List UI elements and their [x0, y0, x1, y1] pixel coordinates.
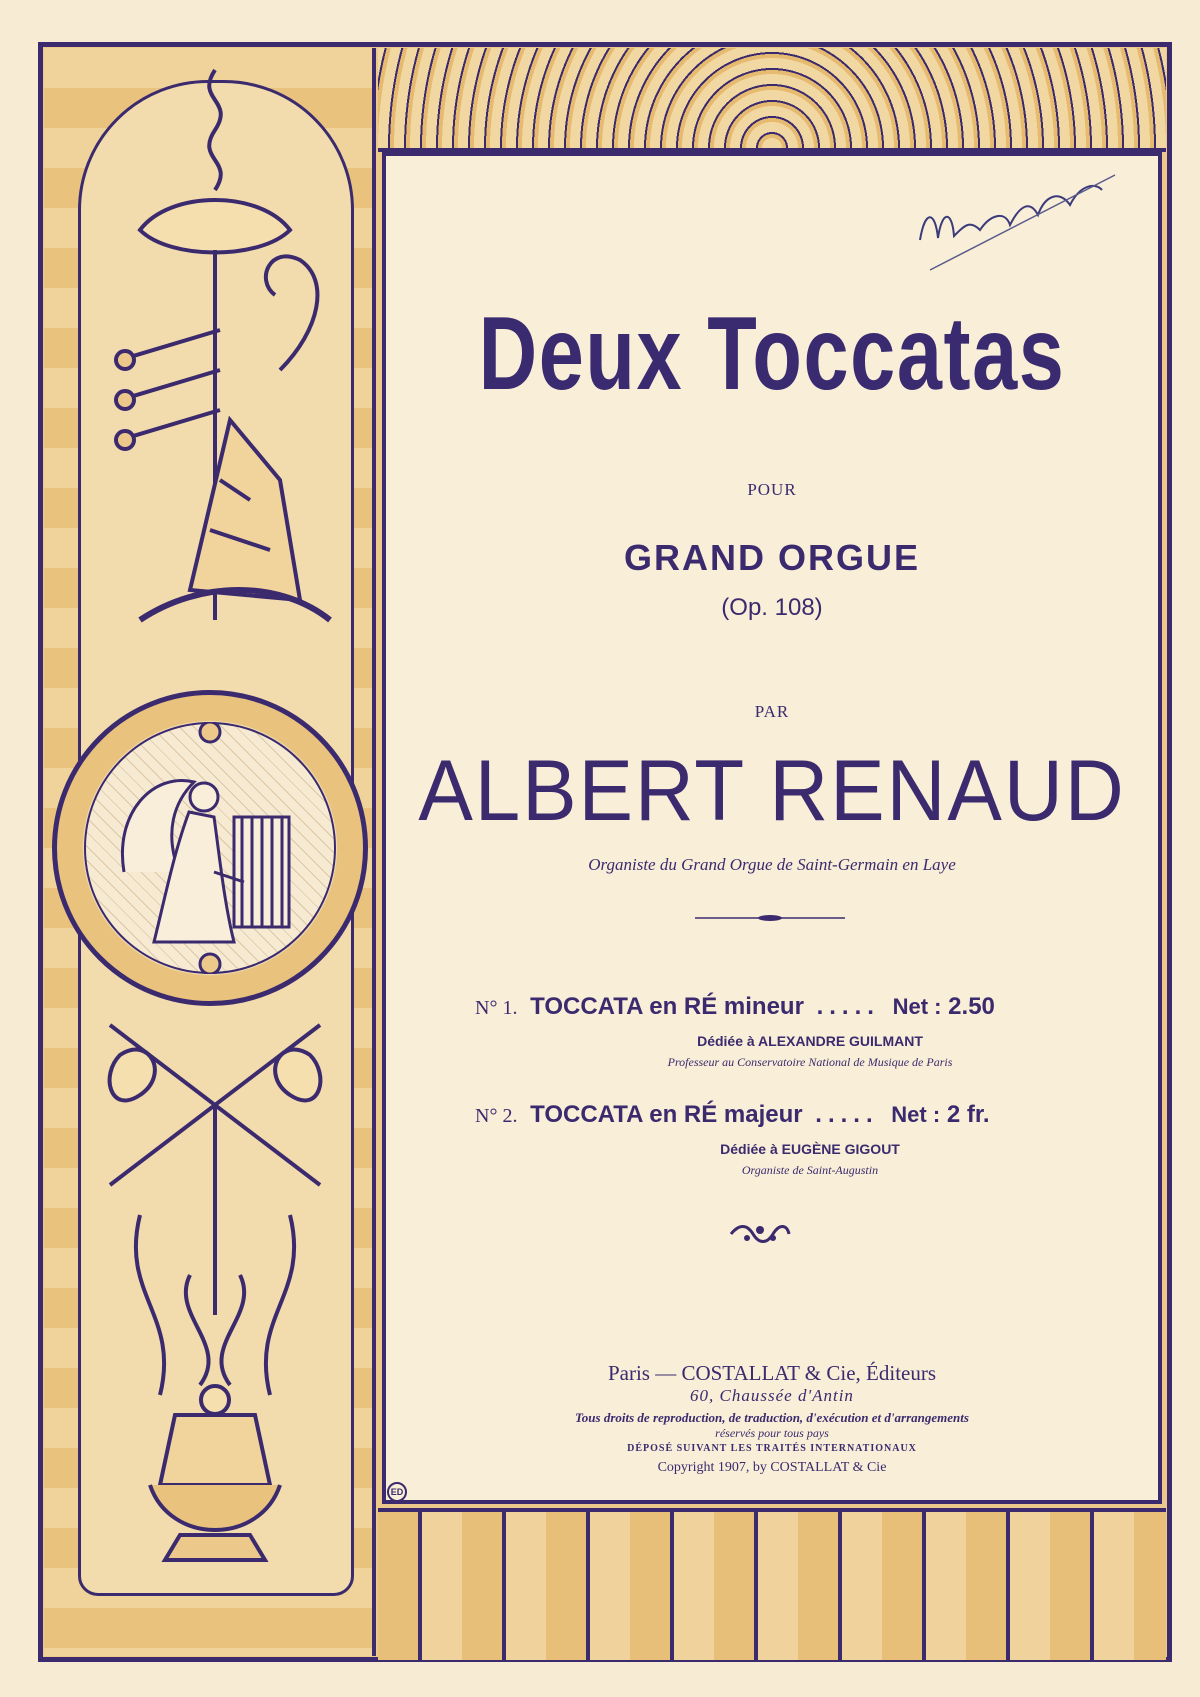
piece-price: 2 fr.	[946, 1101, 990, 1128]
instrument-label: GRAND ORGUE	[623, 537, 920, 578]
piece-entry-1	[475, 993, 1075, 1021]
deposit-notice: DÉPOSÉ SUIVANT LES TRAITÉS INTERNATIONAUX	[627, 1443, 917, 1454]
publisher-line: Paris — COSTALLAT & Cie, Éditeurs	[607, 1361, 937, 1385]
leader-dots: .....	[816, 993, 880, 1020]
lily-censer-icon	[80, 1015, 350, 1575]
net-label: Net :	[892, 994, 942, 1019]
fleuron-icon	[727, 1222, 793, 1246]
piece-price: 2.50	[948, 993, 995, 1020]
bottom-ornament-band	[378, 1508, 1166, 1660]
piece-name: TOCCATA en RÉ majeur	[530, 1101, 803, 1128]
opus-number: (Op. 108)	[721, 594, 823, 621]
piece-dedication: Dédiée à ALEXANDRE GUILMANT	[697, 1033, 923, 1049]
piece-entry-2	[475, 1101, 1075, 1129]
piece-dedication: Dédiée à EUGÈNE GIGOUT	[720, 1141, 900, 1157]
copyright-notice: Copyright 1907, by COSTALLAT & Cie	[657, 1460, 887, 1475]
mitre-crozier-icon	[80, 60, 350, 680]
angel-organ-icon	[84, 722, 336, 974]
piece-number: N° 1.	[475, 997, 518, 1019]
dedicatee-role: Professeur au Conservatoire National de Musique de Paris	[667, 1055, 953, 1069]
composer-name: ALBERT RENAUD	[418, 743, 1126, 839]
dedicatee-role: Organiste de Saint-Augustin	[741, 1163, 879, 1177]
piece-name: TOCCATA en RÉ mineur	[530, 993, 804, 1020]
net-label: Net :	[891, 1102, 941, 1127]
handwritten-signature	[910, 170, 1120, 280]
publisher-address: 60, Chaussée d'Antin	[690, 1386, 854, 1405]
par-label: PAR	[754, 702, 790, 721]
publisher-mark: ED	[387, 1482, 407, 1502]
pour-label: POUR	[747, 480, 797, 499]
divider-ornament	[695, 913, 845, 923]
leader-dots: .....	[815, 1101, 879, 1128]
top-ornament-band	[378, 48, 1166, 152]
rights-notice-2: réservés pour tous pays	[715, 1426, 829, 1440]
page-title: Deux Toccatas	[478, 296, 1066, 412]
rights-notice: Tous droits de reproduction, de traduction, d'exécution et d'arrangements	[575, 1410, 969, 1425]
composer-role: Organiste du Grand Orgue de Saint-Germain en Laye	[588, 855, 956, 874]
piece-number: N° 2.	[475, 1105, 518, 1127]
